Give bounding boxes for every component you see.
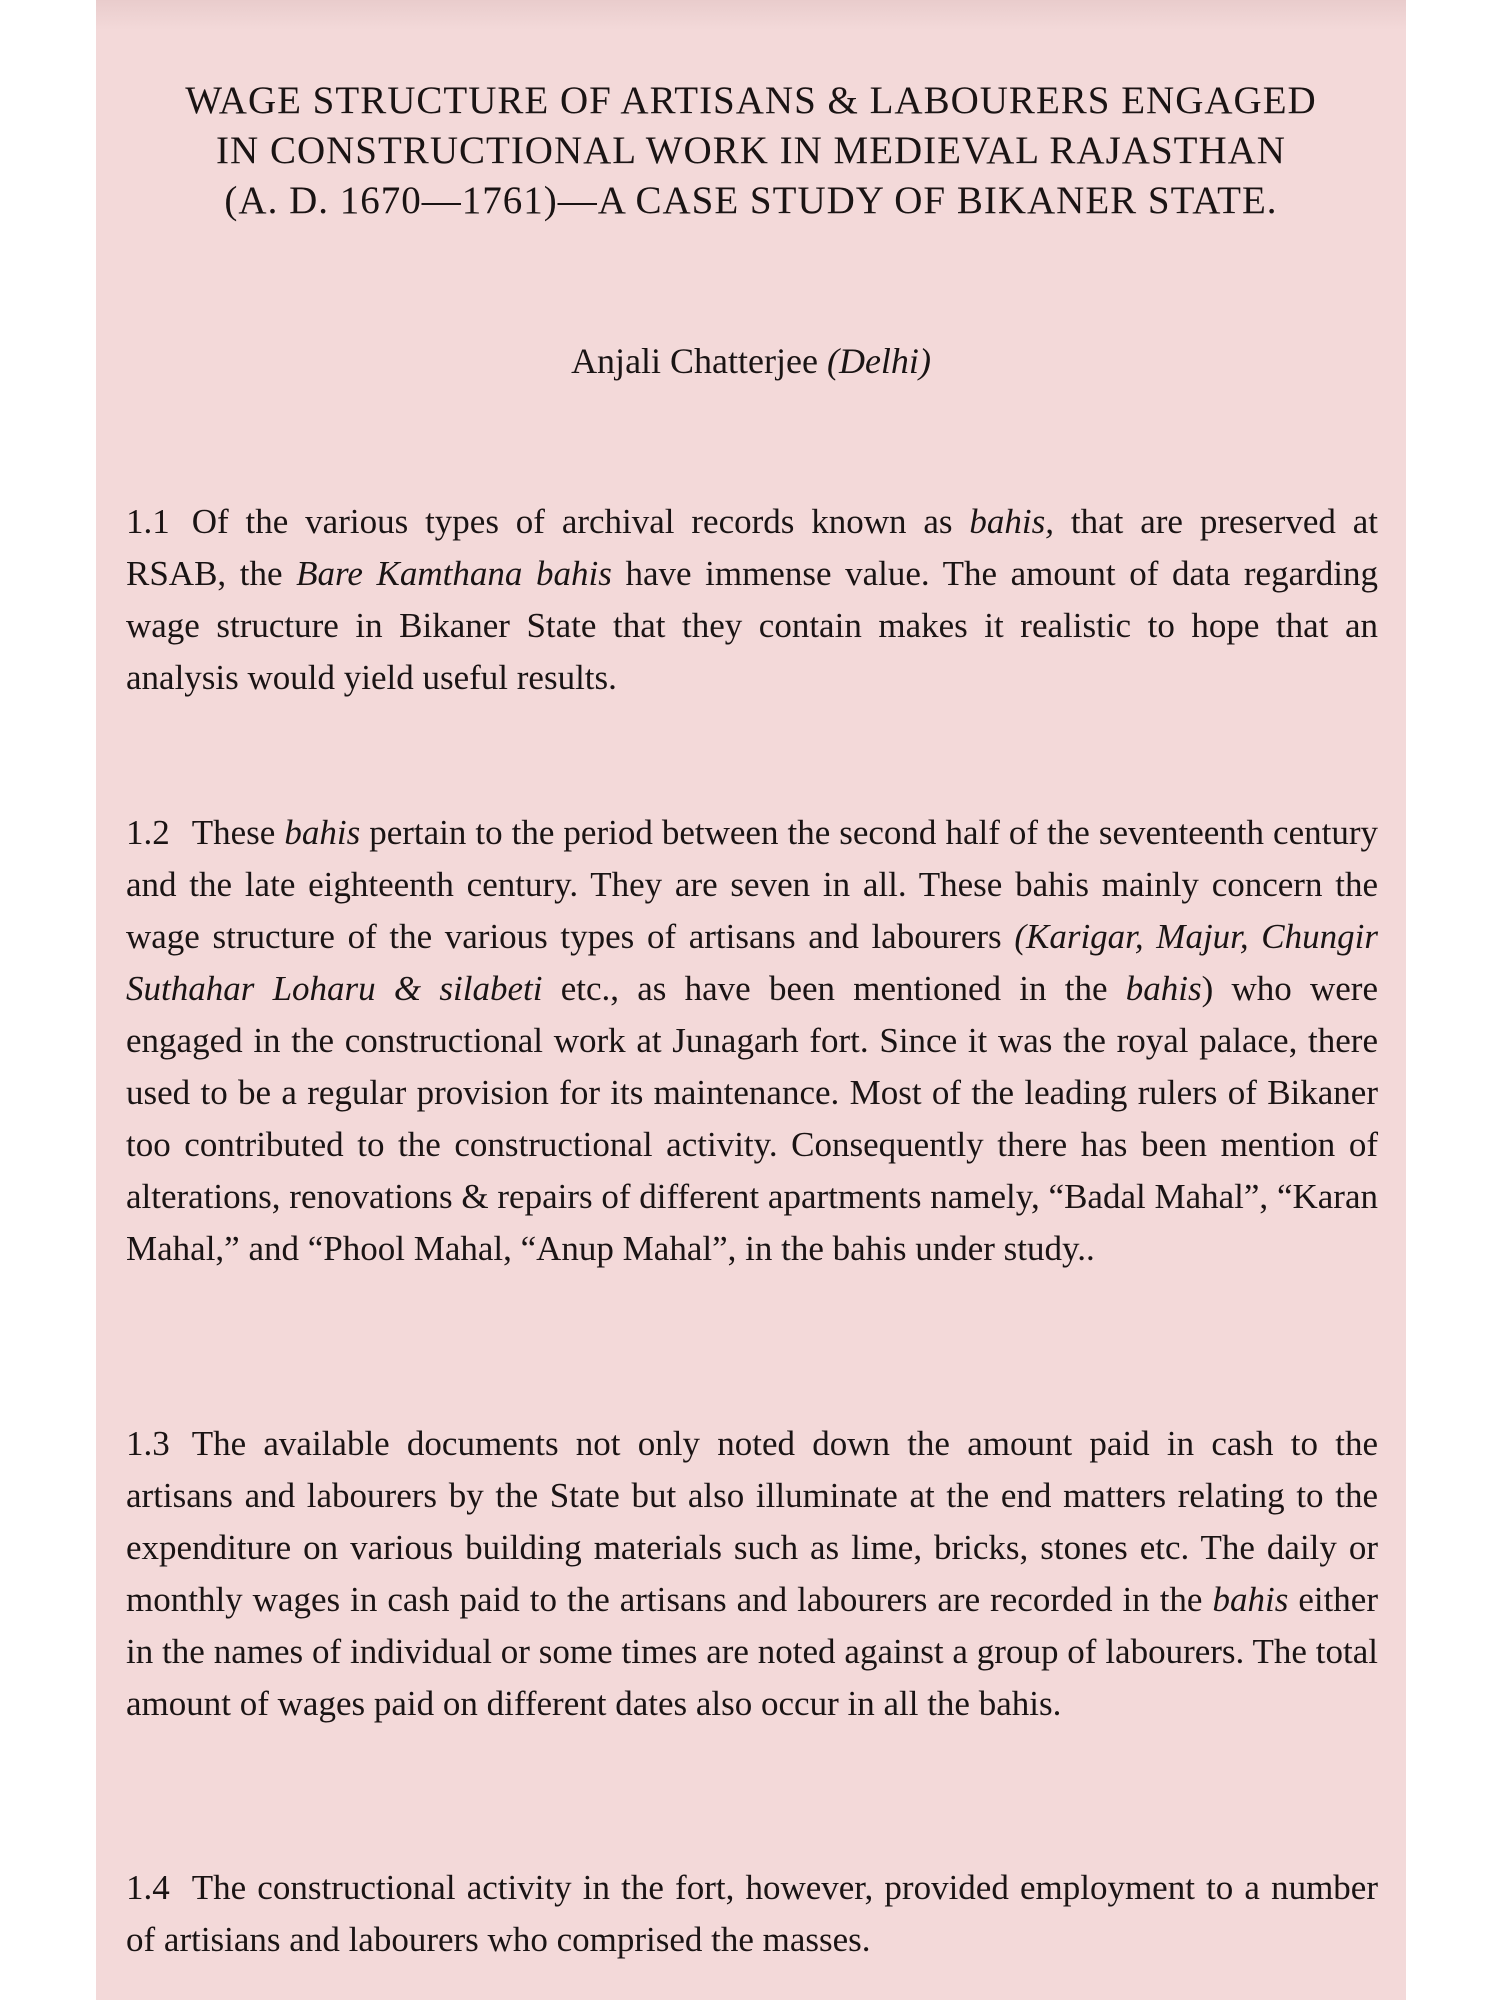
section-number: 1.1 xyxy=(126,502,170,541)
italic-term: bahis, xyxy=(969,502,1055,541)
text-run: ) who were engaged in the constructional work at Junagarh fort. Since it was the royal palace, there used to be a regular provision for its maintenance. Most of the leading rulers of Bikaner too contributed to the constructional activity. Consequently there has been mention of alterations, renovations & repairs of different apartments namely, “Badal Mahal”, “Karan Mahal,” and “Phool Mahal, “Anup Mahal”, in the bahis under study.. xyxy=(126,969,1378,1268)
text-run: Of the various types of archival records known as xyxy=(191,502,970,541)
italic-term: bahis xyxy=(1212,1580,1289,1619)
text-run: The available documents not only noted down the amount paid in cash to the artisans and labourers by the State but also illuminate at the end matters relating to the expenditure on various building materials such as lime, bricks, stones etc. The daily or monthly wages in cash paid to the artisans and labourers are recorded in the xyxy=(126,1424,1378,1619)
paragraph-1-4 xyxy=(126,1862,1378,1966)
italic-term: (Karigar, Majur, Chungir Suthahar Loharu & silabeti xyxy=(126,917,1378,1008)
text-run: either in the names of individual or some times are noted against a group of labourers. The total amount of wages paid on different dates also occur in all the bahis. xyxy=(126,1580,1378,1723)
text-run: etc., as have been mentioned in the xyxy=(542,969,1126,1008)
section-number: 1.2 xyxy=(126,813,170,852)
text-run: have immense value. The amount of data regarding wage structure in Bikaner State that they contain makes it realistic to hope that an analysis would yield useful results. xyxy=(126,554,1378,697)
page-top-shadow xyxy=(96,0,1406,30)
section-number: 1.4 xyxy=(126,1868,170,1907)
article-title xyxy=(126,76,1376,226)
author-location: (Delhi) xyxy=(826,341,931,381)
title-line-1: WAGE STRUCTURE OF ARTISANS & LABOURERS ENGAGED xyxy=(185,79,1317,122)
author-name: Anjali Chatterjee xyxy=(571,341,818,381)
author-byline xyxy=(96,340,1406,382)
text-run: These xyxy=(191,813,285,852)
text-run: pertain to the period between the second half of the seventeenth century and the late eighteenth century. They are seven in all. These bahis mainly concern the wage structure of the various types of artisans and labourers xyxy=(126,813,1378,956)
italic-term: bahis xyxy=(284,813,361,852)
section-number: 1.3 xyxy=(126,1424,170,1463)
italic-term: bahis xyxy=(1125,969,1202,1008)
italic-term: Bare Kamthana bahis xyxy=(296,554,612,593)
title-line-3: (A. D. 1670—1761)—A CASE STUDY OF BIKANER STATE. xyxy=(224,179,1278,222)
title-line-2: IN CONSTRUCTIONAL WORK IN MEDIEVAL RAJASTHAN xyxy=(216,129,1286,172)
paragraph-1-1 xyxy=(126,496,1378,704)
scanned-page xyxy=(96,0,1406,2000)
text-run: that are preserved at RSAB, the xyxy=(126,502,1378,593)
paragraph-1-3 xyxy=(126,1418,1378,1730)
paragraph-1-2 xyxy=(126,807,1378,1275)
text-run: The constructional activity in the fort, however, provided employment to a number of artisians and labourers who comprised the masses. xyxy=(126,1868,1378,1959)
